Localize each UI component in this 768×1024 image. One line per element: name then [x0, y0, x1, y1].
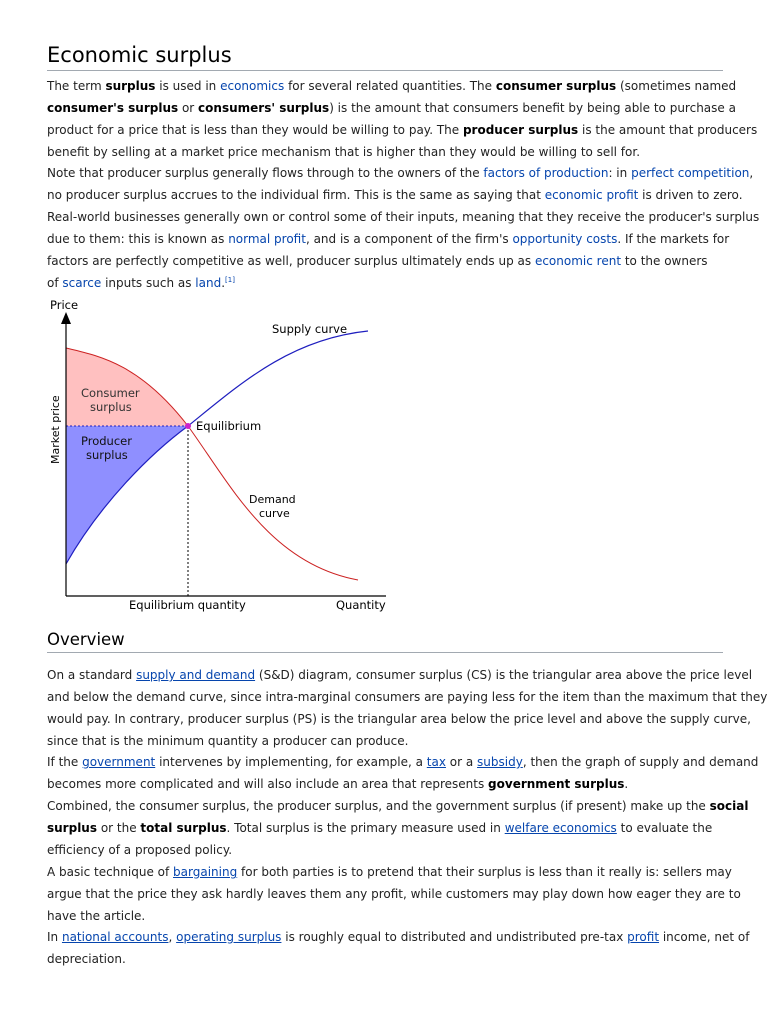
consumer-surplus-label-line2: surplus: [90, 400, 132, 414]
link-scarce[interactable]: scarce: [62, 275, 102, 290]
producer-surplus-label-line1: Producer: [81, 434, 132, 448]
producer-surplus-paragraph: Note that producer surplus generally flows through to the owners of the factors of production: in perfect competition, no producer surplus accrues to the individual firm. This is the same as saying that economic profit is driven to zero. Real-world businesses generally own or control some of their inputs, meaning that they receive the producer's surplus due to them: this is known as normal profit, and is a component of the firm's opportunity costs. If the markets for factors are perfectly competitive as well, producer surplus ultimately ends up as economic rent to the owners of scarce inputs such as land.[1]: [47, 166, 760, 290]
y-axis-arrow: [61, 312, 71, 324]
equilibrium-quantity-label: Equilibrium quantity: [129, 598, 246, 612]
y-axis-title: Price: [50, 298, 79, 312]
intro-paragraph: The term surplus is used in economics for several related quantities. The consumer surplus (sometimes named consumer's surplus or consumers' surplus) is the amount that consumers benefit by being able to purchase a product for a price that is less than they would be willing to pay. The producer surplus is the amount that producers benefit by selling at a market price mechanism that is higher than they would be willing to sell for.: [47, 79, 758, 159]
link-government[interactable]: government: [82, 755, 156, 769]
equilibrium-point: [185, 423, 191, 429]
link-bargaining[interactable]: bargaining: [173, 865, 238, 879]
link-land[interactable]: land: [195, 275, 222, 290]
overview-paragraph-5: In national accounts, operating surplus is roughly equal to distributed and undistributed pre-tax profit income, net of depreciation.: [47, 930, 750, 966]
link-national-accounts[interactable]: national accounts: [61, 930, 169, 944]
overview-heading: Overview: [47, 628, 723, 653]
demand-curve-label-line1: Demand: [249, 493, 296, 506]
reference-1[interactable]: [1]: [225, 275, 235, 284]
producer-surplus-label-line2: surplus: [86, 448, 128, 462]
link-subsidy[interactable]: subsidy: [477, 755, 523, 769]
link-economic-profit[interactable]: economic profit: [544, 187, 639, 202]
consumer-surplus-label-line1: Consumer: [81, 386, 140, 400]
link-perfect-competition[interactable]: perfect competition: [631, 166, 750, 180]
link-operating-surplus[interactable]: operating surplus: [176, 930, 282, 944]
overview-paragraph-4: A basic technique of bargaining for both parties is to pretend that their surplus is less than it really is: sellers may argue that the price they ask hardly leaves them any profit, while customers may play down how eager they are to have the article.: [47, 865, 741, 923]
link-economics[interactable]: economics: [220, 79, 285, 93]
link-welfare-economics[interactable]: welfare economics: [504, 820, 617, 835]
page-title: Economic surplus: [47, 40, 723, 71]
overview-paragraph-1: On a standard supply and demand (S&D) diagram, consumer surplus (CS) is the triangular area above the price level and below the demand curve, since intra-marginal consumers are paying less for the item than the maximum that they would pay. In contrary, producer surplus (PS) is the triangular area below the price level and above the supply curve, since that is the minimum quantity a producer can produce.: [47, 668, 768, 748]
link-economic-rent[interactable]: economic rent: [534, 253, 622, 268]
equilibrium-label: Equilibrium: [196, 419, 262, 433]
overview-paragraph-3: Combined, the consumer surplus, the producer surplus, and the government surplus (if present) make up the social surplus or the total surplus. Total surplus is the primary measure used in welfare economics to evaluate the efficiency of a proposed policy.: [47, 799, 749, 857]
y-axis-side-label: Market price: [49, 395, 62, 464]
link-tax[interactable]: tax: [426, 755, 446, 769]
link-factors-of-production[interactable]: factors of production: [483, 166, 609, 180]
supply-curve-label: Supply curve: [272, 322, 348, 336]
link-opportunity-costs[interactable]: opportunity costs: [512, 231, 618, 246]
link-profit[interactable]: profit: [627, 930, 660, 944]
demand-curve-label-line2: curve: [259, 507, 290, 520]
link-supply-and-demand[interactable]: supply and demand: [136, 668, 256, 682]
link-normal-profit[interactable]: normal profit: [228, 231, 306, 246]
overview-paragraph-2: If the government intervenes by implementing, for example, a tax or a subsidy, then the graph of supply and demand becomes more complicated and will also include an area that represents government surplus.: [47, 755, 759, 791]
supply-demand-chart: [40, 294, 386, 618]
x-axis-title: Quantity: [336, 598, 386, 612]
